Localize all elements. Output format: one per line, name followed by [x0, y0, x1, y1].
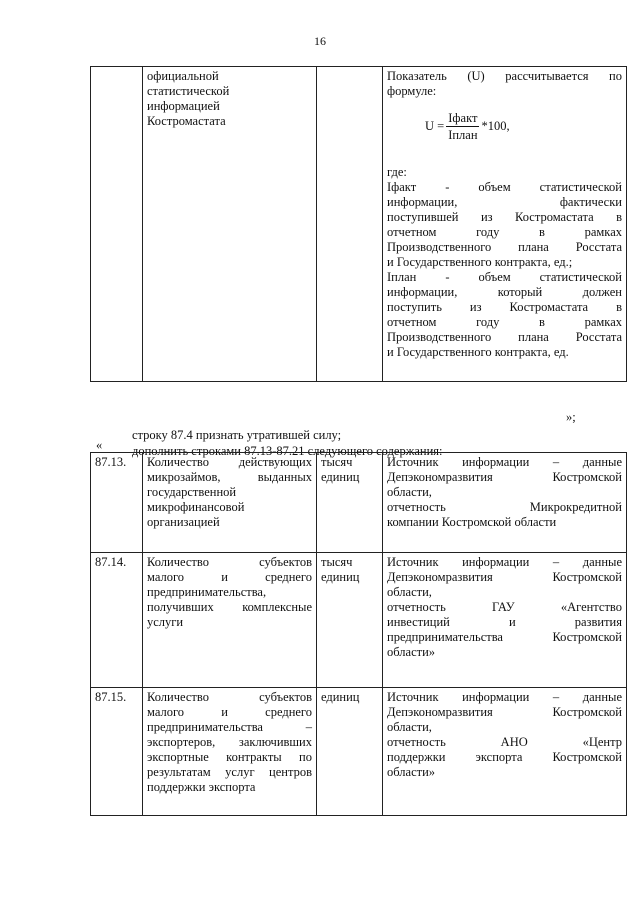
text-line: области»	[387, 645, 436, 659]
text-line: результатам услуг центров	[147, 765, 312, 779]
text-line: и Государственного контракта, ед.;	[387, 255, 573, 269]
text-line: Количество действующих	[147, 455, 312, 469]
text-line: Источник информации – данные	[387, 455, 622, 469]
text-line: предпринимательства –	[147, 720, 312, 734]
unit	[317, 453, 383, 553]
text-line: единиц	[321, 470, 360, 484]
formula-numerator: Iфакт	[448, 110, 478, 125]
table-row	[91, 67, 627, 382]
formula-rhs: *100,	[481, 118, 510, 133]
text-line: компании Костромской области	[387, 515, 557, 529]
page-number: 16	[314, 34, 326, 48]
text-line: Показатель (U) рассчитывается по	[387, 69, 622, 83]
information-source	[383, 453, 627, 553]
indicator-name	[143, 553, 317, 688]
text-line: инвестиций и развития	[387, 615, 622, 629]
text-line: Количество субъектов	[147, 690, 312, 704]
text-line: области,	[387, 720, 432, 734]
row-number: 87.15.	[91, 688, 143, 816]
text-line: тысяч	[321, 555, 353, 569]
text-line: информацией	[147, 99, 220, 113]
text-line: государственной	[147, 485, 237, 499]
unit	[317, 553, 383, 688]
text-line: единиц	[321, 690, 360, 704]
text-line: Iфакт - объем статистической	[387, 180, 622, 194]
text-line: Источник информации – данные	[387, 690, 622, 704]
text-line: организацией	[147, 515, 220, 529]
text-line: отчетность АНО «Центр	[387, 735, 622, 749]
text-line: поддержки экспорта Костромской	[387, 750, 622, 764]
text-line: услуги	[147, 615, 184, 629]
text-line: поступившей из Костромастата в	[387, 210, 622, 224]
text-line: и Государственного контракта, ед.	[387, 345, 569, 359]
table-row	[91, 688, 627, 816]
text-line: формуле:	[387, 84, 437, 98]
text-line: микрозаймов, выданных	[147, 470, 312, 484]
text-line: отчетность ГАУ «Агентство	[387, 600, 622, 614]
unit	[317, 688, 383, 816]
text-line: области»	[387, 765, 436, 779]
text-line: Производственного плана Росстата	[387, 240, 622, 254]
formula-lhs: U =	[425, 118, 445, 133]
text-line: микрофинансовой	[147, 500, 245, 514]
text-line: информации, фактически	[387, 195, 622, 209]
text-line: поддержки экспорта	[147, 780, 256, 794]
text-line: отчетном году в рамках	[387, 225, 622, 239]
opening-quote: «	[96, 438, 103, 452]
text-line: Депэкономразвития Костромской	[387, 470, 622, 484]
text-line: Iплан - объем статистической	[387, 270, 622, 284]
text-line: отчетность Микрокредитной	[387, 500, 622, 514]
cell-unit	[317, 67, 383, 382]
text-line: Источник информации – данные	[387, 555, 622, 569]
formula-denominator: Iплан	[448, 127, 478, 142]
cell-method	[383, 67, 627, 382]
text-line: поступить из Костромастата в	[387, 300, 622, 314]
text-line: отчетном году в рамках	[387, 315, 622, 329]
text-line: официальной	[147, 69, 219, 83]
continued-table	[90, 66, 627, 382]
row-number: 87.13.	[91, 453, 143, 553]
text-line: Количество субъектов	[147, 555, 312, 569]
text-line: тысяч	[321, 455, 353, 469]
formula	[425, 105, 622, 147]
text-line: Депэкономразвития Костромской	[387, 570, 622, 584]
text-line: получивших комплексные	[147, 600, 312, 614]
text-line: экспортеров, заключивших	[147, 735, 312, 749]
text-line: предпринимательства,	[147, 585, 267, 599]
formula-fraction	[446, 110, 479, 143]
indicator-name	[143, 688, 317, 816]
text-line: единиц	[321, 570, 360, 584]
indicator-name	[143, 453, 317, 553]
text-line: области,	[387, 585, 432, 599]
text-line: экспортные контракты по	[147, 750, 312, 764]
table-row	[91, 453, 627, 553]
text-line: Костромастата	[147, 114, 226, 128]
text-line: Производственного плана Росстата	[387, 330, 622, 344]
text-line: малого и среднего	[147, 570, 312, 584]
information-source	[383, 553, 627, 688]
paragraph: дополнить строками 87.13-87.21 следующего содержания:	[132, 444, 443, 458]
text-line: области,	[387, 485, 432, 499]
cell-indicator-name	[143, 67, 317, 382]
new-rows-table	[90, 452, 627, 816]
where-label: где:	[387, 165, 407, 179]
text-line: информации, который должен	[387, 285, 622, 299]
cell-number	[91, 67, 143, 382]
text-line: Депэкономразвития Костромской	[387, 705, 622, 719]
paragraph: строку 87.4 признать утратившей силу;	[132, 428, 342, 442]
text-line: малого и среднего	[147, 705, 312, 719]
table-row	[91, 553, 627, 688]
row-number: 87.14.	[91, 553, 143, 688]
text-line: предпринимательства Костромской	[387, 630, 622, 644]
closing-quote: »;	[566, 410, 576, 424]
text-line: статистической	[147, 84, 230, 98]
information-source	[383, 688, 627, 816]
